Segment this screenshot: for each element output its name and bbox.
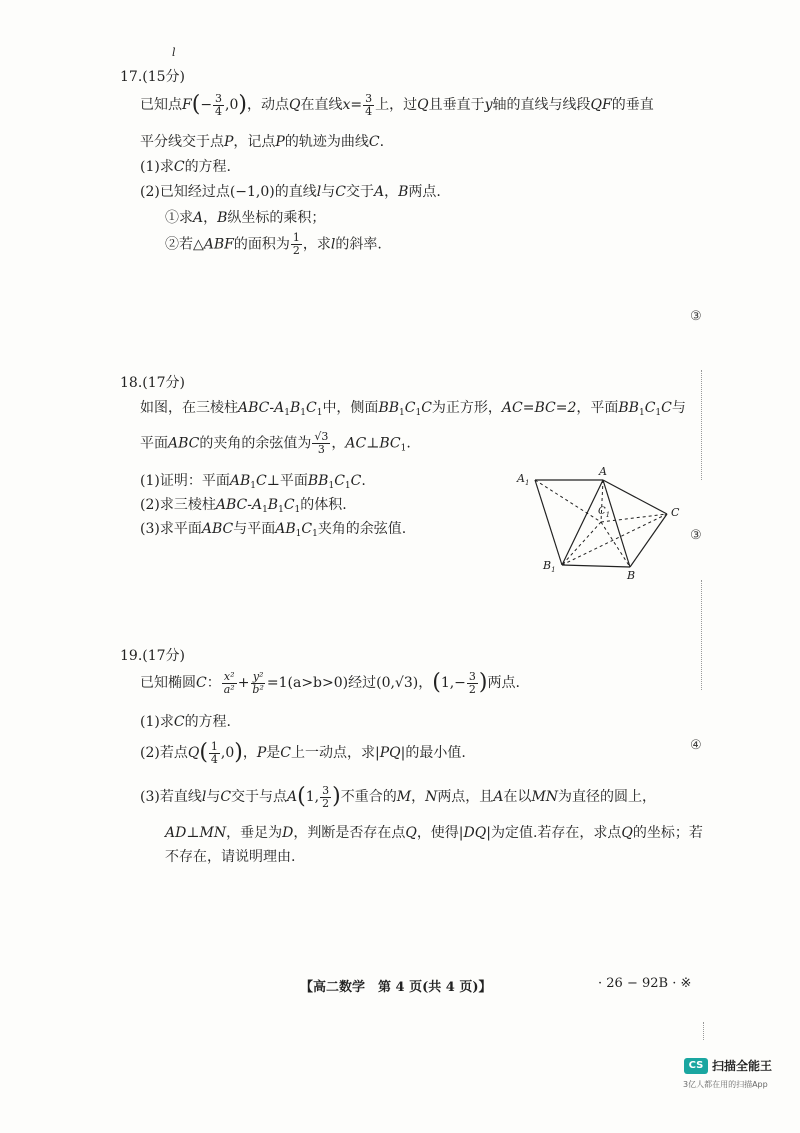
margin-dotted-line-3 xyxy=(703,1022,704,1040)
exam-code: · 26 − 92B · ※ xyxy=(598,976,692,991)
q17-line6: ②若△ABF的面积为 $\frac{1}{2}$ ，求l的斜率. xyxy=(165,231,382,257)
q18-line3: (1)证明：平面$AB_1C\perp$平面$BB_1C_1C$. xyxy=(140,473,366,491)
label-c1: $C_1$ xyxy=(598,506,611,519)
margin-dotted-line-1 xyxy=(701,370,702,480)
q18-line1: 如图，在三棱柱ABC-$A_1B_1C_1$中，侧面$BB_1C_1C$为正方形，AC=BC=2，平面$BB_1C_1C$与 xyxy=(140,400,686,418)
q17-line1: 已知点F(− $\frac{3}{4}$ ,0)，动点Q在直线x= $\frac{3}{4}$ 上，过Q且垂直于y轴的直线与线段QF的垂直 xyxy=(140,91,654,118)
q17-line2: 平分线交于点P，记点P的轨迹为曲线C. xyxy=(140,134,385,150)
margin-mark-1: ③ xyxy=(690,309,702,324)
q17-line3: (1)求C的方程. xyxy=(140,159,232,175)
watermark-name: 扫描全能王 xyxy=(712,1059,773,1073)
label-b1: $B_1$ xyxy=(543,559,556,574)
q19-line5: AD⊥MN，垂足为D，判断是否存在点Q，使得|DQ|为定值.若存在，求点Q的坐标；若 xyxy=(165,825,703,841)
q18-header: 18.(17分) xyxy=(120,375,186,391)
edge-c1-b1 xyxy=(562,522,601,565)
edge-c-b xyxy=(630,514,667,567)
q18-line4: (2)求三棱柱ABC-$A_1B_1C_1$的体积. xyxy=(140,497,347,515)
margin-mark-2: ③ xyxy=(690,528,702,543)
q19-line1: 已知椭圆C： $\frac{\text{x²}}{\text{a²}}$ + $\frac{\text{y²}}{\text{b²}}$ =1(a>b>0)经过(0,√3)，(1,− $\frac{3}{2}$ )两点. xyxy=(140,669,520,696)
edge-c1-b xyxy=(601,522,630,567)
watermark-tagline: 3亿人都在用的扫描App xyxy=(683,1080,768,1089)
margin-mark-3: ④ xyxy=(690,738,702,753)
camscanner-logo-icon: CS xyxy=(684,1058,708,1074)
margin-dotted-line-2 xyxy=(701,580,702,690)
edge-b1-c xyxy=(562,514,667,565)
q17-header: 17.(15分) xyxy=(120,69,186,85)
edge-c1-c xyxy=(601,514,667,522)
q18-line5: (3)求平面ABC与平面$AB_1C_1$夹角的余弦值. xyxy=(140,521,407,539)
edge-a-b xyxy=(603,480,630,567)
scanner-watermark xyxy=(684,1057,772,1074)
edge-a1-b1 xyxy=(535,480,562,565)
page-footer: 【高二数学 第 4 页(共 4 页)】 xyxy=(300,980,492,995)
q19-line3: (2)若点Q( $\frac{1}{4}$ ,0)，P是C上一动点，求|PQ|的最小值. xyxy=(140,739,466,766)
label-b: B xyxy=(627,569,636,582)
edge-b1-b xyxy=(562,565,630,567)
q18-line2: 平面ABC的夹角的余弦值为 $\frac{√3}{3}$ ，$AC\perp BC_1$. xyxy=(140,430,411,456)
page-mark: l xyxy=(172,46,176,59)
edge-a-c xyxy=(603,480,667,514)
label-c: C xyxy=(671,506,680,519)
q17-line4: (2)已知经过点(−1,0)的直线l与C交于A，B两点. xyxy=(140,184,441,200)
q19-header: 19.(17分) xyxy=(120,648,186,664)
edge-a1-c1 xyxy=(535,480,601,522)
label-a: A xyxy=(599,465,607,478)
edge-a-b1 xyxy=(562,480,603,565)
q19-line4: (3)若直线l与C交于与点A(1, $\frac{3}{2}$ )不重合的M，N两点，且A在以MN为直径的圆上， xyxy=(140,783,657,810)
q17-line5: ①求A，B纵坐标的乘积； xyxy=(165,210,326,226)
q19-line6: 不存在，请说明理由. xyxy=(165,849,296,865)
label-a1: $A_1$ xyxy=(517,472,530,487)
q19-line2: (1)求C的方程. xyxy=(140,714,232,730)
prism-figure xyxy=(505,462,690,587)
